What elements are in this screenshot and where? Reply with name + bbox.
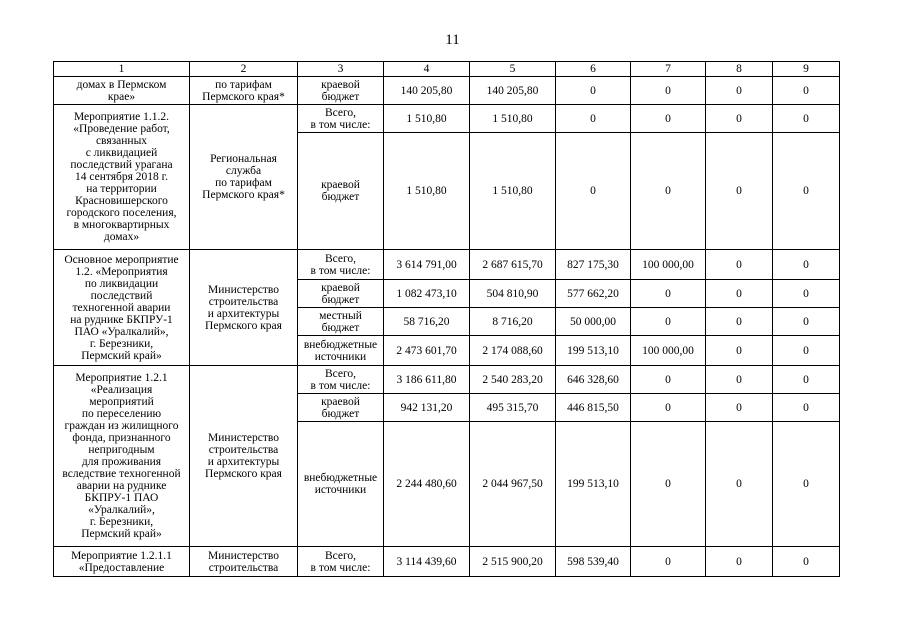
column-header: 9 — [773, 62, 840, 77]
event-name-cell: домах в Пермском крае» — [54, 77, 190, 105]
value-cell: 2 515 900,20 — [470, 547, 556, 577]
value-cell: 1 510,80 — [470, 105, 556, 133]
value-cell: 0 — [706, 105, 773, 133]
value-cell: 1 082 473,10 — [384, 280, 470, 308]
value-cell: 0 — [773, 366, 840, 394]
column-header: 6 — [556, 62, 631, 77]
value-cell: 942 131,20 — [384, 394, 470, 422]
value-cell: 0 — [706, 280, 773, 308]
value-cell: 2 473 601,70 — [384, 336, 470, 366]
value-cell: 598 539,40 — [556, 547, 631, 577]
value-cell: 0 — [706, 133, 773, 250]
value-cell: 446 815,50 — [556, 394, 631, 422]
value-cell: 827 175,30 — [556, 250, 631, 280]
column-header: 5 — [470, 62, 556, 77]
value-cell: 0 — [773, 133, 840, 250]
value-cell: 2 687 615,70 — [470, 250, 556, 280]
value-cell: 0 — [706, 77, 773, 105]
value-cell: 1 510,80 — [470, 133, 556, 250]
value-cell: 8 716,20 — [470, 308, 556, 336]
executor-cell: Министерство строительства и архитектуры Пермского края — [190, 250, 298, 366]
value-cell: 3 186 611,80 — [384, 366, 470, 394]
funding-source-cell: Всего, в том числе: — [298, 366, 384, 394]
column-header: 8 — [706, 62, 773, 77]
value-cell: 0 — [631, 547, 706, 577]
value-cell: 140 205,80 — [470, 77, 556, 105]
funding-source-cell: местный бюджет — [298, 308, 384, 336]
value-cell: 0 — [773, 105, 840, 133]
value-cell: 0 — [706, 394, 773, 422]
table-row — [54, 366, 840, 394]
value-cell: 0 — [631, 105, 706, 133]
value-cell: 0 — [773, 77, 840, 105]
value-cell: 0 — [706, 547, 773, 577]
value-cell: 0 — [773, 394, 840, 422]
value-cell: 100 000,00 — [631, 250, 706, 280]
value-cell: 0 — [706, 250, 773, 280]
value-cell: 0 — [706, 336, 773, 366]
funding-source-cell: внебюджетные источники — [298, 422, 384, 547]
funding-source-cell: краевой бюджет — [298, 77, 384, 105]
value-cell: 0 — [773, 547, 840, 577]
value-cell: 504 810,90 — [470, 280, 556, 308]
value-cell: 199 513,10 — [556, 422, 631, 547]
column-header: 2 — [190, 62, 298, 77]
header-row — [54, 62, 840, 77]
value-cell: 1 510,80 — [384, 105, 470, 133]
value-cell: 0 — [631, 422, 706, 547]
value-cell: 0 — [773, 336, 840, 366]
budget-table — [53, 61, 840, 577]
value-cell: 2 174 088,60 — [470, 336, 556, 366]
value-cell: 0 — [556, 77, 631, 105]
column-header: 1 — [54, 62, 190, 77]
column-header: 4 — [384, 62, 470, 77]
value-cell: 0 — [706, 308, 773, 336]
event-name-cell: Основное мероприятие 1.2. «Мероприятия по ликвидации последствий техногенной аварии на руднике БКПРУ-1 ПАО «Уралкалий», г. Березники, Пермский край» — [54, 250, 190, 366]
value-cell: 0 — [773, 250, 840, 280]
value-cell: 0 — [773, 422, 840, 547]
value-cell: 0 — [773, 280, 840, 308]
event-name-cell: Мероприятие 1.2.1.1 «Предоставление — [54, 547, 190, 577]
event-name-cell: Мероприятие 1.1.2. «Проведение работ, связанных с ликвидацией последствий урагана 14 сентября 2018 г. на территории Красновишерского городского поселения, в многоквартирных домах» — [54, 105, 190, 250]
column-header: 3 — [298, 62, 384, 77]
value-cell: 577 662,20 — [556, 280, 631, 308]
value-cell: 2 044 967,50 — [470, 422, 556, 547]
funding-source-cell: Всего, в том числе: — [298, 250, 384, 280]
value-cell: 0 — [631, 280, 706, 308]
value-cell: 3 114 439,60 — [384, 547, 470, 577]
executor-cell: Министерство строительства — [190, 547, 298, 577]
value-cell: 0 — [706, 422, 773, 547]
column-header: 7 — [631, 62, 706, 77]
funding-source-cell: внебюджетные источники — [298, 336, 384, 366]
value-cell: 100 000,00 — [631, 336, 706, 366]
value-cell: 0 — [773, 308, 840, 336]
funding-source-cell: Всего, в том числе: — [298, 105, 384, 133]
value-cell: 0 — [631, 133, 706, 250]
value-cell: 0 — [556, 133, 631, 250]
funding-source-cell: Всего, в том числе: — [298, 547, 384, 577]
table-row — [54, 250, 840, 280]
table-row — [54, 77, 840, 105]
page-number: 11 — [445, 32, 460, 48]
event-name-cell: Мероприятие 1.2.1 «Реализация мероприятий по переселению граждан из жилищного фонда, признанного непригодным для проживания вследствие техногенной аварии на руднике БКПРУ-1 ПАО «Уралкалий», г. Березники, Пермский край» — [54, 366, 190, 547]
value-cell: 646 328,60 — [556, 366, 631, 394]
executor-cell: Министерство строительства и архитектуры Пермского края — [190, 366, 298, 547]
value-cell: 0 — [556, 105, 631, 133]
value-cell: 495 315,70 — [470, 394, 556, 422]
value-cell: 199 513,10 — [556, 336, 631, 366]
value-cell: 1 510,80 — [384, 133, 470, 250]
value-cell: 3 614 791,00 — [384, 250, 470, 280]
value-cell: 0 — [631, 77, 706, 105]
value-cell: 2 540 283,20 — [470, 366, 556, 394]
funding-source-cell: краевой бюджет — [298, 394, 384, 422]
value-cell: 0 — [706, 366, 773, 394]
funding-source-cell: краевой бюджет — [298, 280, 384, 308]
funding-source-cell: краевой бюджет — [298, 133, 384, 250]
executor-cell: по тарифам Пермского края* — [190, 77, 298, 105]
value-cell: 50 000,00 — [556, 308, 631, 336]
executor-cell: Региональная служба по тарифам Пермского края* — [190, 105, 298, 250]
table-row — [54, 547, 840, 577]
table-row — [54, 105, 840, 133]
value-cell: 0 — [631, 366, 706, 394]
value-cell: 140 205,80 — [384, 77, 470, 105]
value-cell: 0 — [631, 394, 706, 422]
value-cell: 2 244 480,60 — [384, 422, 470, 547]
value-cell: 0 — [631, 308, 706, 336]
value-cell: 58 716,20 — [384, 308, 470, 336]
